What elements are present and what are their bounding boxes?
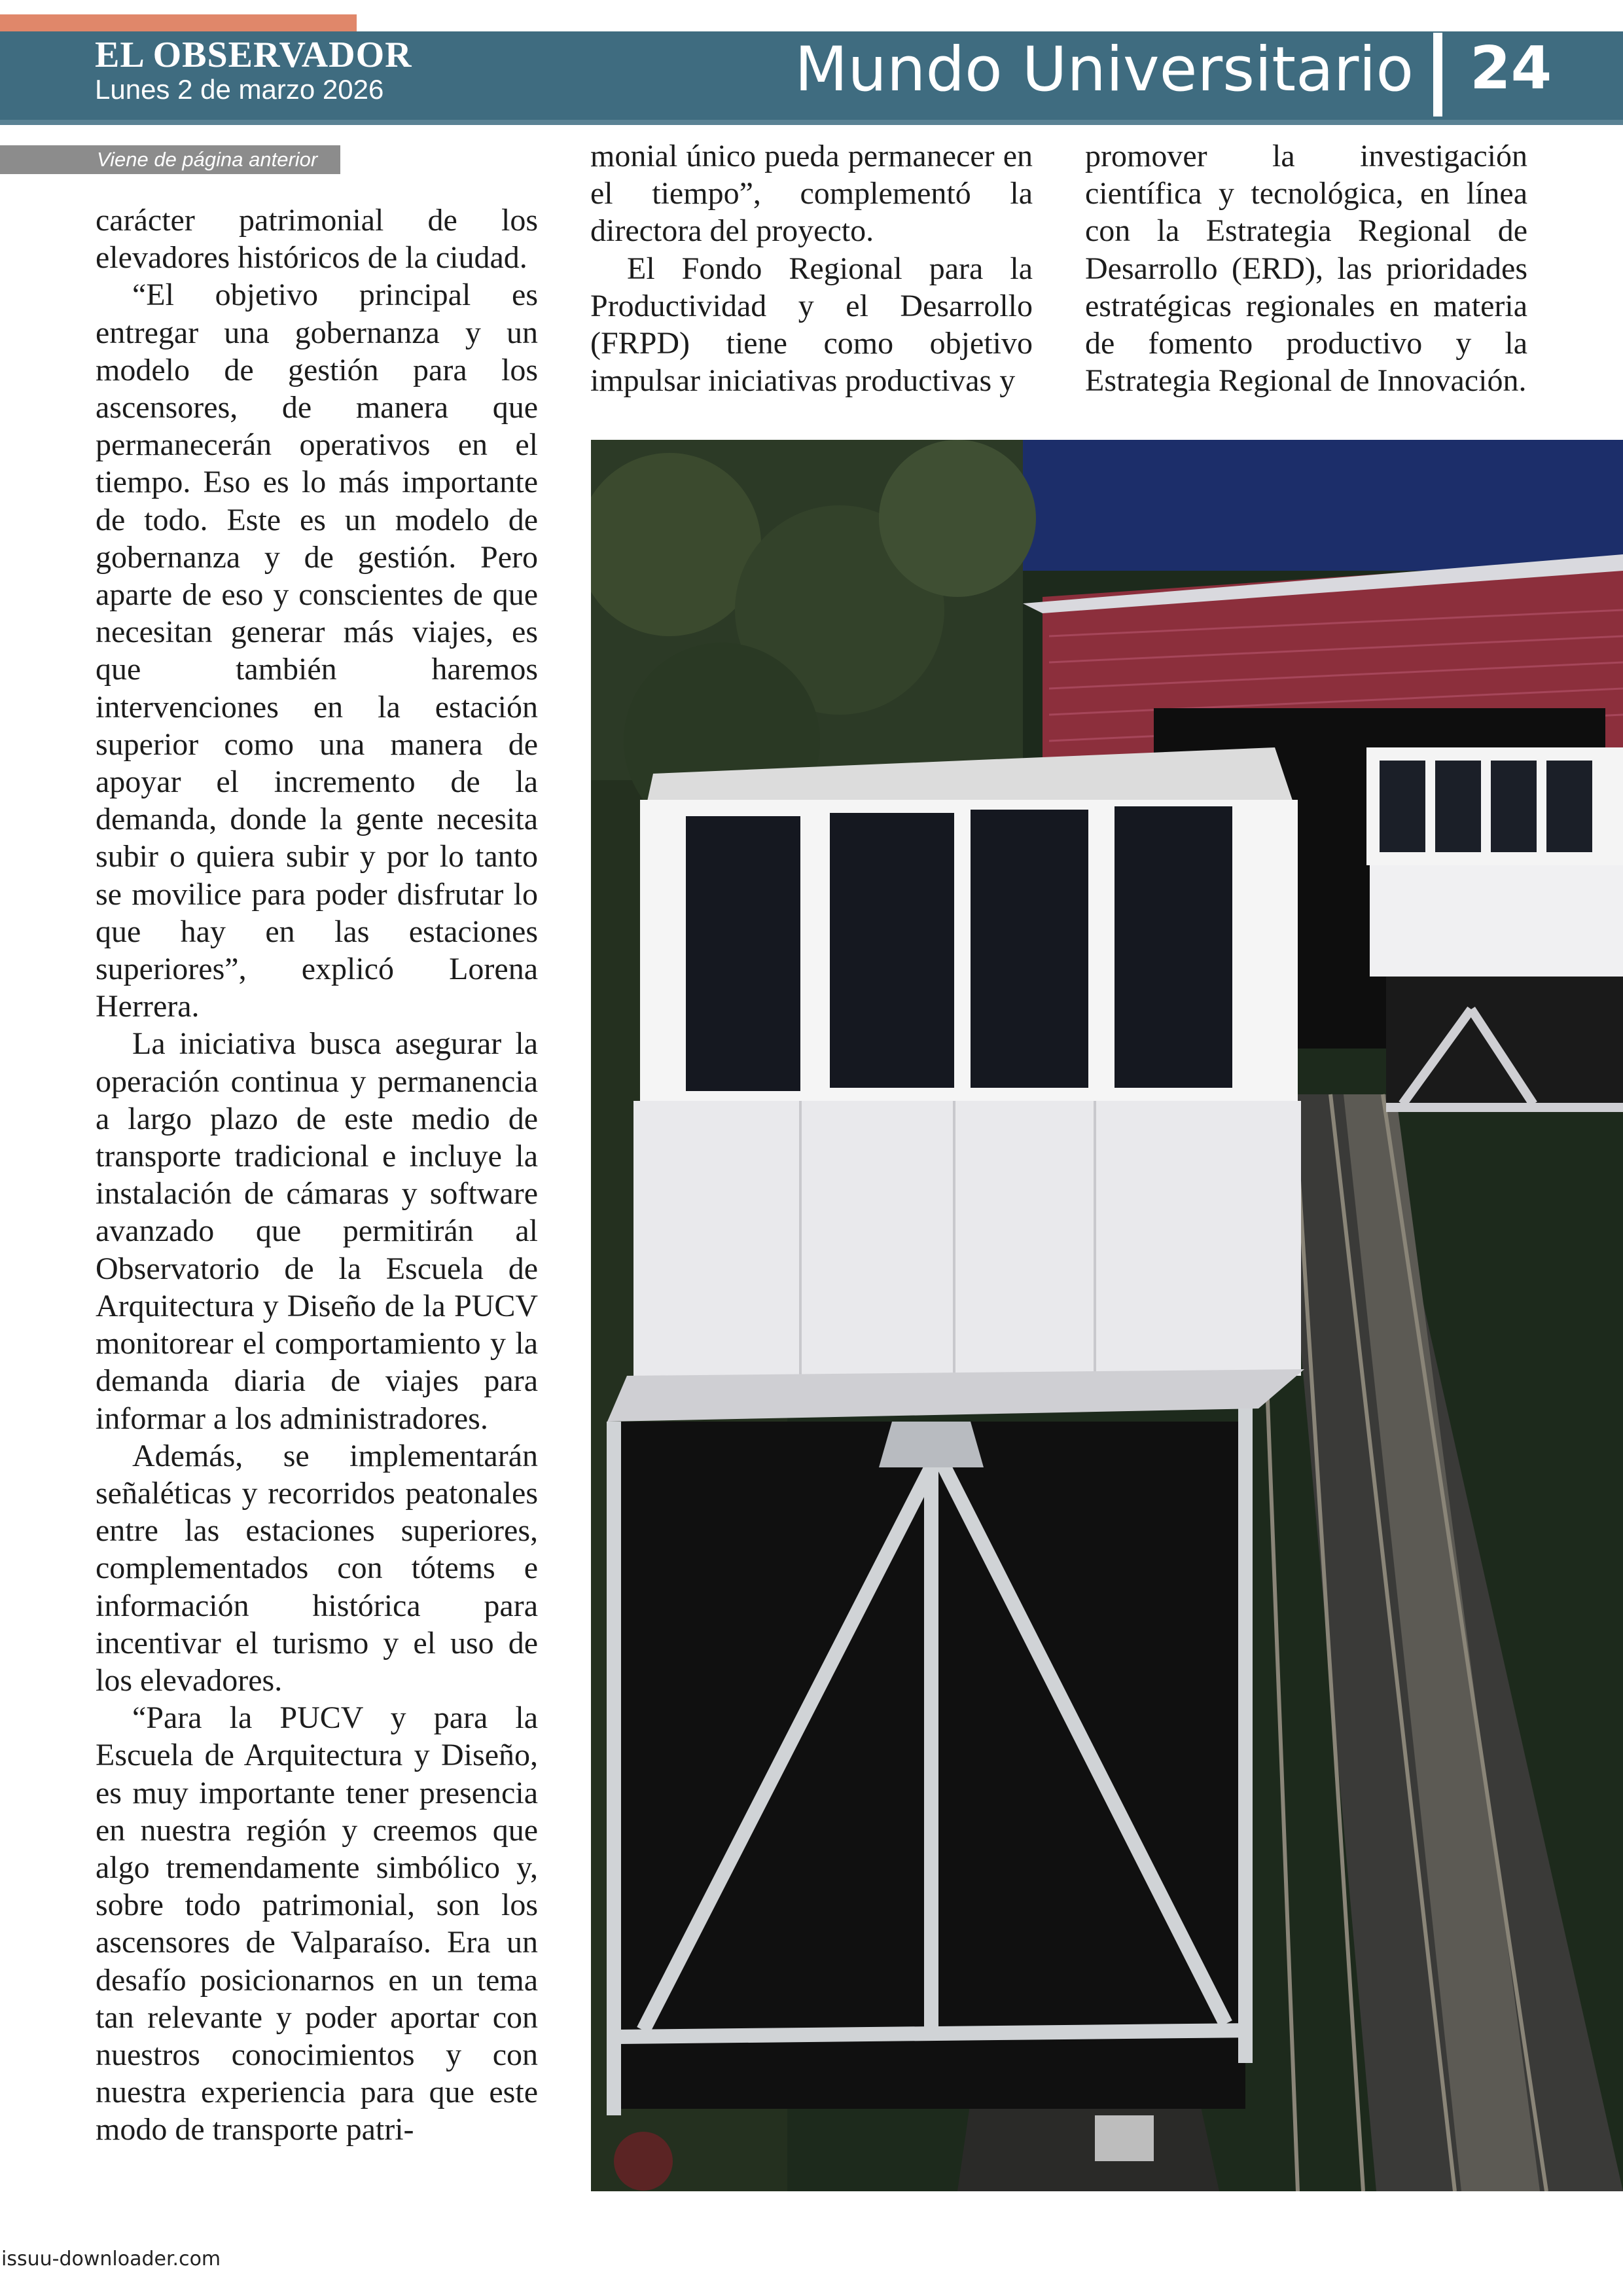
page-number: 24: [1470, 34, 1552, 103]
section-title: Mundo Universitario: [794, 34, 1414, 105]
paragraph: “Para la PUCV y para la Escuela de Arquitectura y Diseño, es muy importante tener presencia en nuestra región y creemos que algo tremendamente simbólico y, sobre todo patrimonial, son los ascensores de Valparaíso. Era un desafío posicionarnos en un tema tan relevante y poder aportar con nuestros conocimientos y con nuestra experiencia para que este modo de transporte patri-: [96, 1700, 538, 2147]
funicular-photo: [591, 440, 1623, 2191]
paragraph: El Fondo Regional para la Productividad y el Desarrollo (FRPD) tiene como objetivo impulsar iniciativas productivas y: [590, 251, 1033, 399]
paragraph: monial único pueda permanecer en el tiempo”, complementó la directora del proyecto.: [590, 139, 1033, 249]
main-car-lower-panel: [633, 1101, 1301, 1376]
paragraph: promover la investigación científica y tecnológica, en línea con la Estrategia Regional de Desarrollo (ERD), las prioridades estratégicas regionales en materia de fomento productivo y la Estrategia Regional de Innovación.: [1085, 139, 1527, 399]
paragraph: Además, se implementarán señaléticas y recorridos peatonales entre las estaciones superiores, complementados con tótems e información histórica para incentivar el turismo y el uso de los elevadores.: [96, 1438, 538, 1698]
issue-date: Lunes 2 de marzo 2026: [95, 74, 384, 105]
page-number-separator: [1433, 33, 1442, 117]
article-column-2: [590, 137, 1033, 399]
footer-credit: issuu-downloader.com: [1, 2248, 221, 2270]
article-column-3: [1085, 137, 1527, 399]
newspaper-brand: EL OBSERVADOR: [95, 35, 412, 75]
paragraph: carácter patrimonial de los elevadores históricos de la ciudad.: [96, 203, 538, 276]
article-column-1: [96, 202, 538, 2149]
funicular-illustration: [591, 440, 1623, 2191]
accent-strip: [0, 14, 357, 31]
paragraph: La iniciativa busca asegurar la operación continua y permanencia a largo plazo de este medio de transporte tradicional e incluye la instalación de cámaras y software avanzado que permitirán al Observatorio de la Escuela de Arquitectura y Diseño de la PUCV monitorear el comportamiento y la demanda diaria de viajes para informar a los administradores.: [96, 1026, 538, 1436]
paragraph: “El objetivo principal es entregar una gobernanza y un modelo de gestión para los ascensores, de manera que permanecerán operativos en el tiempo. Eso es lo más importante de todo. Este es un modelo de gobernanza y de gestión. Pero aparte de eso y conscientes de que necesitan generar más viajes, es que también haremos intervenciones en la estación superior como una manera de apoyar el incremento de la demanda, donde la gente necesita subir o quiera subir y por lo tanto se movilice para poder disfrutar lo que hay en las estaciones superiores”, explicó Lorena Herrera.: [96, 278, 538, 1024]
continued-from-label: Viene de página anterior: [0, 145, 340, 174]
